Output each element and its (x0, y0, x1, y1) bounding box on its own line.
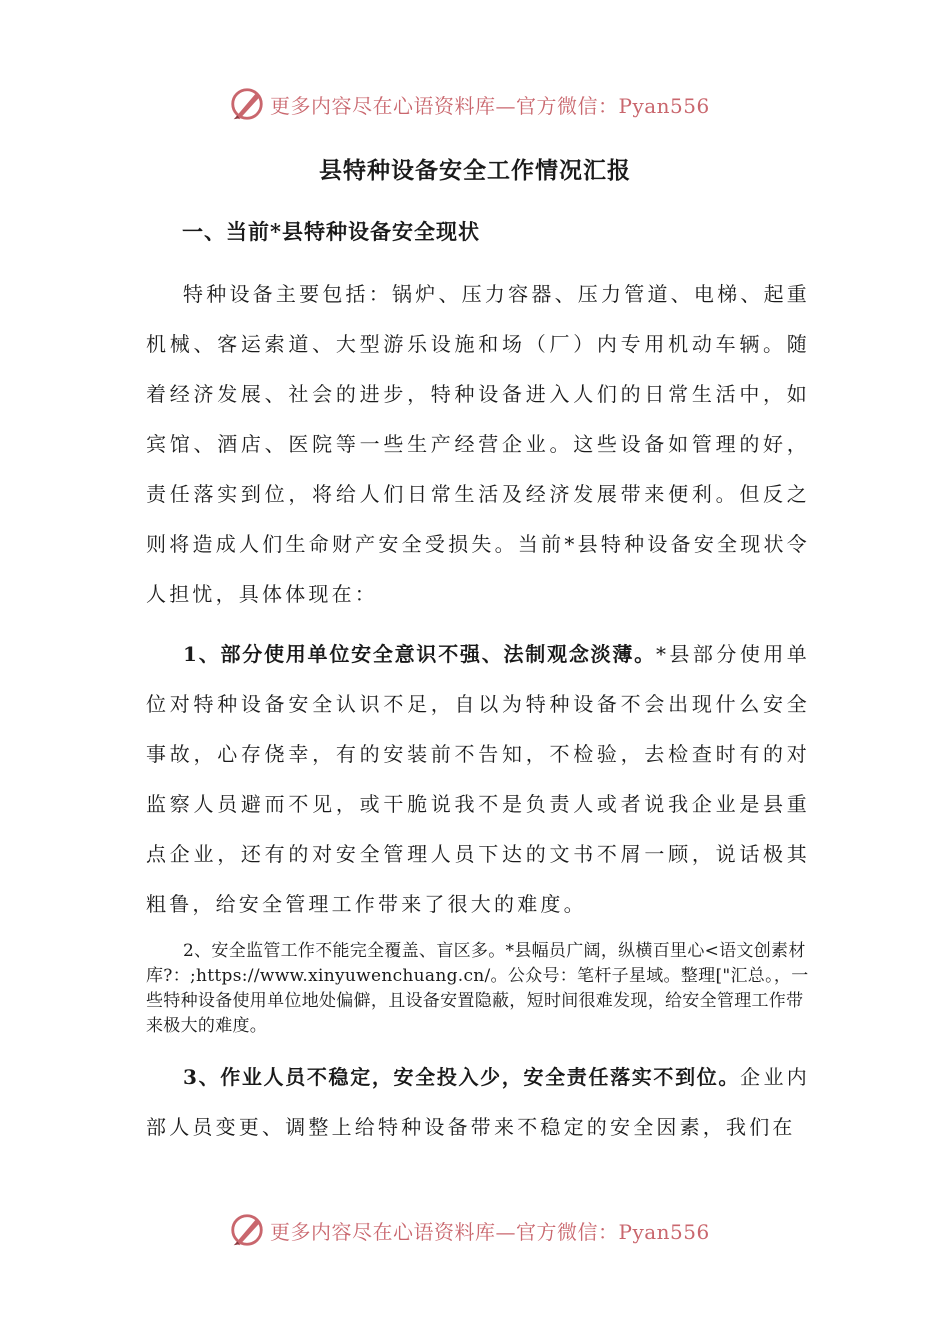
banner-text: 更多内容尽在心语资料库—官方微信：Pyan556 (270, 93, 710, 118)
item3-bold: 3、作业人员不稳定，安全投入少，安全责任落实不到位。 (183, 1065, 741, 1089)
item3-text: 企业内部人员变更、调整上给特种设备带来不稳定的安全因素，我们在 (146, 1065, 810, 1139)
item1-text: *县部分使用单位对特种设备安全认识不足，自以为特种设备不会出现什么安全事故，心存侥幸，有的安装前不告知，不检验，去检查时有的对监察人员避而不见，或干脆说我不是负责人或者说我企业是县重点企业，还有的对安全管理人员下达的文书不屑一顾，说话极其粗鲁，给安全管理工作带来了很大的难度。 (146, 642, 810, 916)
pen-logo-icon (228, 85, 266, 123)
banner-text: 更多内容尽在心语资料库—官方微信：Pyan556 (270, 1219, 710, 1244)
item1-bold: 1、部分使用单位安全意识不强、法制观念淡薄。 (183, 642, 656, 666)
item2-paragraph: 2、安全监管工作不能完全覆盖、盲区多。*县幅员广阔，纵横百里心<语文创素材库?：;https://www.xinyuwenchuang.cn/。公众号：笔杆子星域。整理["汇总。，一些特种设备使用单位地处偏僻，且设备安置隐蔽，短时间很难发现，给安全管理工作带来极大的难度。 (146, 941, 809, 1036)
section-heading: 一、当前*县特种设备安全现状 (182, 219, 480, 244)
watermark-banner-top (228, 84, 710, 124)
intro-paragraph: 特种设备主要包括：锅炉、压力容器、压力管道、电梯、起重机械、客运索道、大型游乐设施和场（厂）内专用机动车辆。随着经济发展、社会的进步，特种设备进入人们的日常生活中，如宾馆、酒店、医院等一些生产经营企业。这些设备如管理的好，责任落实到位，将给人们日常生活及经济发展带来便利。但反之则将造成人们生命财产安全受损失。当前*县特种设备安全现状令人担忧，具体体现在： (146, 282, 810, 606)
watermark-banner-bottom (228, 1210, 710, 1250)
item3-paragraph (146, 1052, 810, 1152)
pen-logo-icon (228, 1211, 266, 1249)
page-title: 县特种设备安全工作情况汇报 (319, 157, 631, 184)
item1-paragraph (146, 629, 810, 929)
